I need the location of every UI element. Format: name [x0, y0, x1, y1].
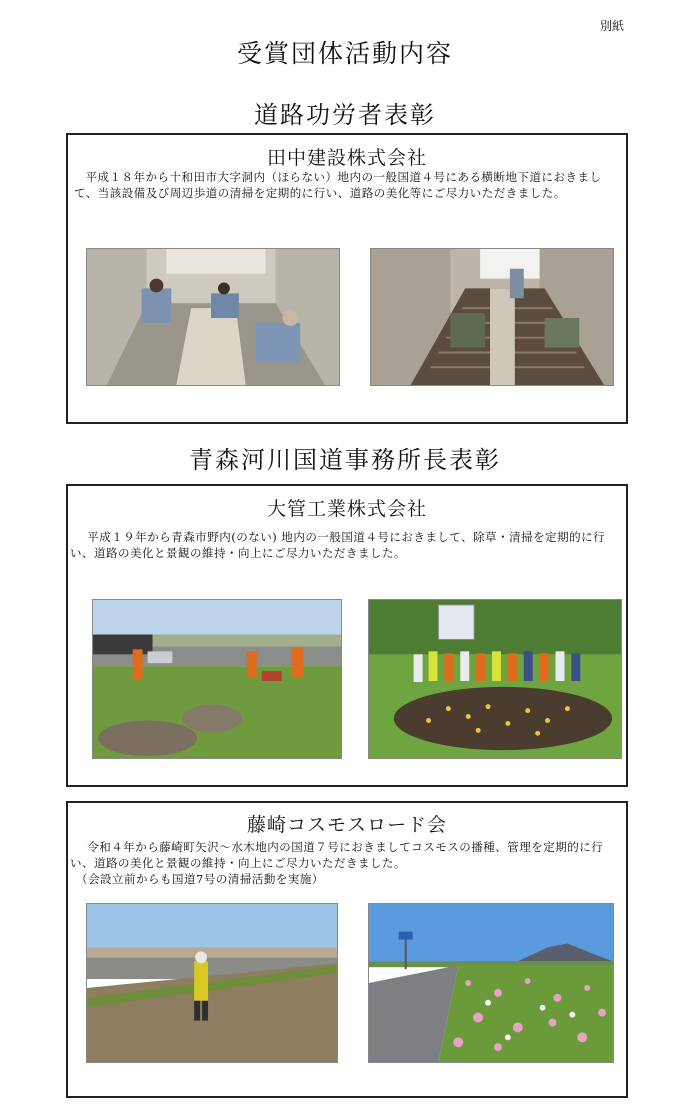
- roadside-weeding-photo: [86, 903, 338, 1063]
- award-panel-fujisaki-cosmos: [66, 801, 628, 1098]
- underpass-cleaning-photo: [86, 248, 340, 386]
- org-name: 藤崎コスモスロード会: [246, 814, 447, 836]
- flowerbed-group-photo: [368, 599, 622, 759]
- cosmos-road-photo: [368, 903, 614, 1063]
- activity-description: 令和４年から藤崎町矢沢～水木地内の国道７号におきましてコスモスの播種、管理を定期的に行い、道路の美化と景観の維持・向上にご尽力いただきました。: [70, 840, 604, 870]
- award-panel-daikan: [66, 484, 628, 787]
- page-title: 受賞団体活動内容: [236, 39, 453, 68]
- attachment-label: 別紙: [599, 19, 624, 33]
- award-title-office-director: 青森河川国道事務所長表彰: [189, 446, 501, 474]
- activity-description: 平成１８年から十和田市大字洞内（ほらない）地内の一般国道４号にある横断地下道におきまして、当該設備及び周辺歩道の清掃を定期的に行い、道路の美化等にご尽力いただきました。: [74, 170, 602, 200]
- award-title-road-merit: 道路功労者表彰: [254, 101, 436, 129]
- activity-description: 平成１９年から青森市野内(のない) 地内の一般国道４号におきまして、除草・清掃を定期的に行い、道路の美化と景観の維持・向上にご尽力いただきました。: [70, 530, 606, 560]
- activity-note: （会設立前からも国道7号の清掃活動を実施）: [76, 872, 324, 886]
- roadside-mowing-photo: [92, 599, 342, 759]
- underpass-stairs-photo: [370, 248, 614, 386]
- award-panel-tanaka: [66, 133, 628, 424]
- org-name: 田中建設株式会社: [266, 147, 427, 169]
- org-name: 大管工業株式会社: [266, 498, 427, 520]
